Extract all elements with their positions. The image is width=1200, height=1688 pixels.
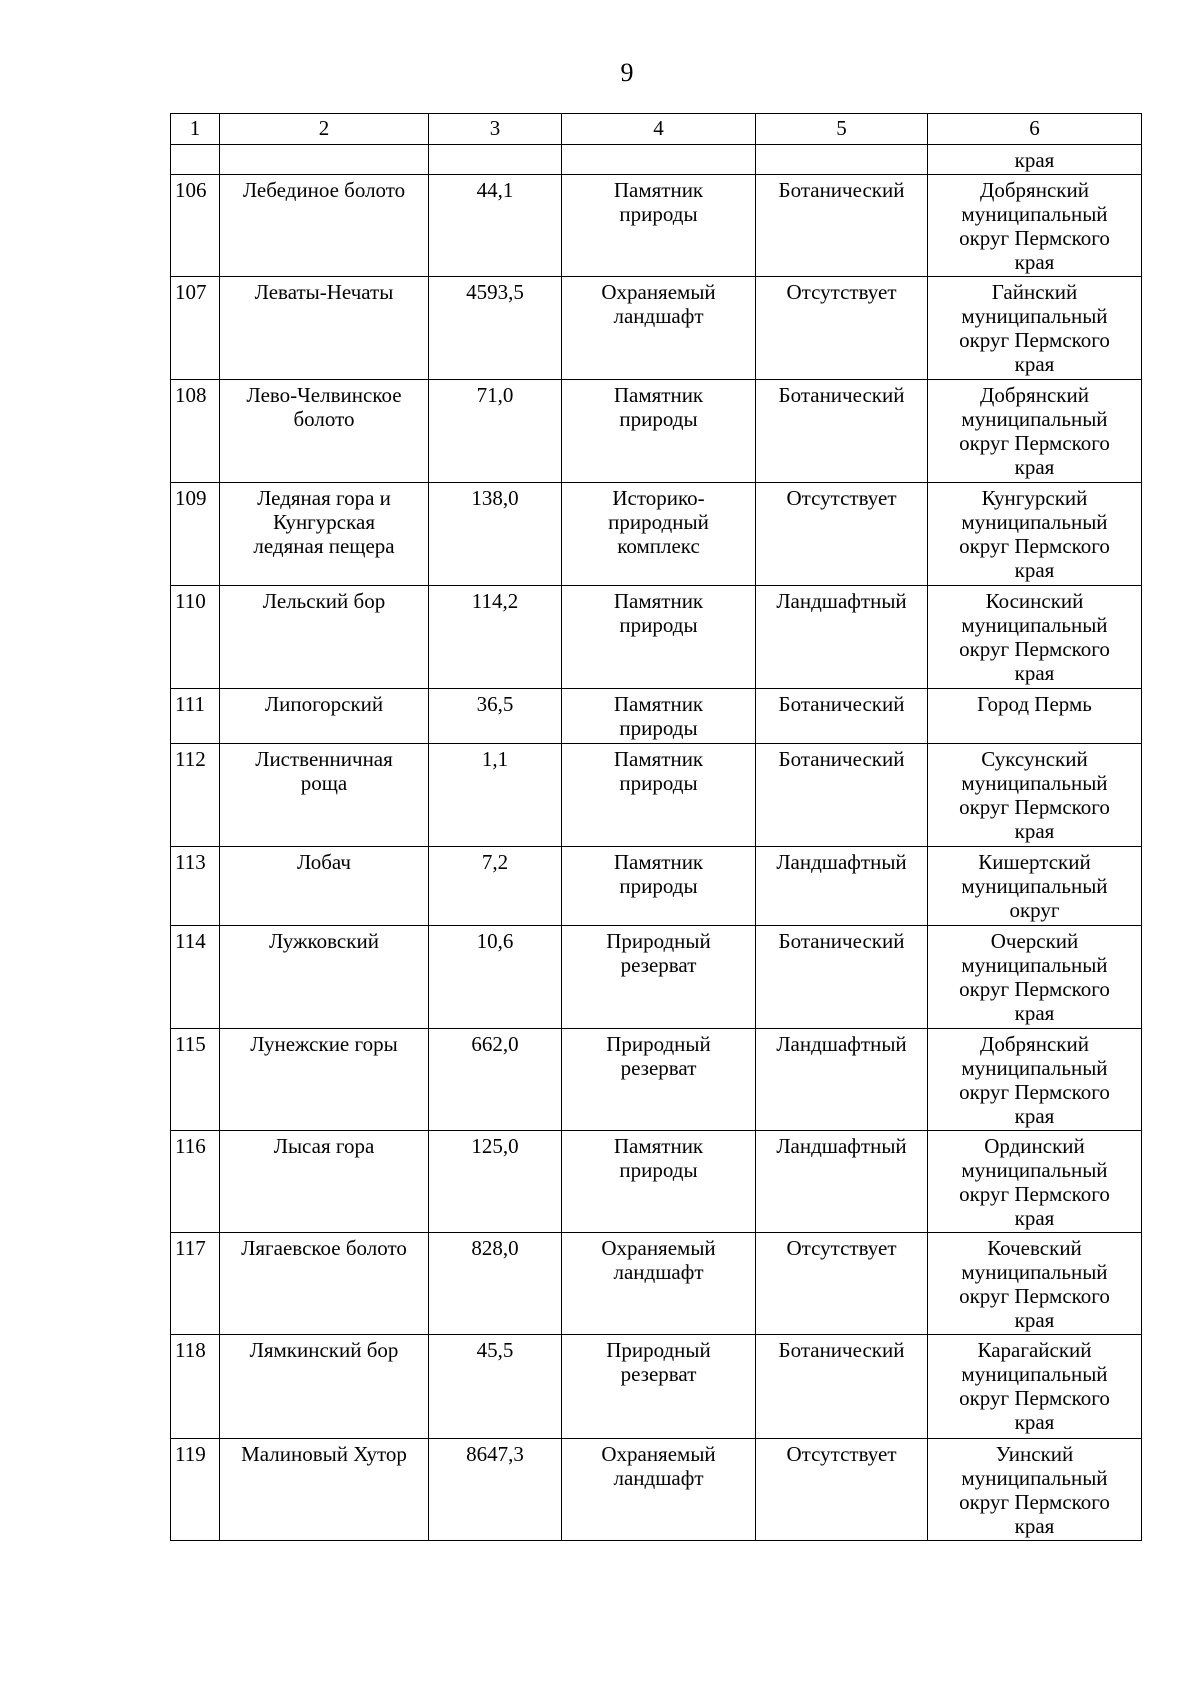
cell-name: Лужковский — [220, 926, 429, 1029]
cell-profile: Ботанический — [756, 175, 928, 277]
cell-category: Охраняемый ландшафт — [562, 1439, 756, 1541]
cell-profile: Ботанический — [756, 926, 928, 1029]
cell-profile: Ботанический — [756, 744, 928, 847]
cell-location: Город Пермь — [928, 689, 1142, 744]
cell-area: 7,2 — [429, 847, 562, 926]
cell-profile: Ландшафтный — [756, 586, 928, 689]
cell-location: Гайнский муниципальный округ Пермского края — [928, 277, 1142, 380]
cell-profile: Отсутствует — [756, 1233, 928, 1335]
cell-area: 125,0 — [429, 1131, 562, 1233]
cell-number: 115 — [171, 1029, 220, 1131]
table-row — [171, 1131, 1142, 1233]
cell-number: 108 — [171, 380, 220, 483]
cell-number: 113 — [171, 847, 220, 926]
cell-name: Лельский бор — [220, 586, 429, 689]
column-header-3: 3 — [429, 114, 562, 145]
cell-area: 36,5 — [429, 689, 562, 744]
cell-area: 114,2 — [429, 586, 562, 689]
page-number: 9 — [620, 58, 634, 87]
protected-areas-table — [170, 113, 1142, 1541]
continuation-cell-num — [171, 145, 220, 175]
cell-profile: Ботанический — [756, 380, 928, 483]
cell-area: 44,1 — [429, 175, 562, 277]
cell-profile: Ландшафтный — [756, 1029, 928, 1131]
cell-category: Памятник природы — [562, 1131, 756, 1233]
cell-category: Природный резерват — [562, 1335, 756, 1439]
cell-location: Кишертский муниципальный округ — [928, 847, 1142, 926]
cell-name: Лево-Челвинское болото — [220, 380, 429, 483]
cell-category: Памятник природы — [562, 847, 756, 926]
continuation-cell-location: края — [928, 145, 1142, 175]
cell-area: 71,0 — [429, 380, 562, 483]
cell-profile: Ботанический — [756, 1335, 928, 1439]
table-row — [171, 483, 1142, 586]
cell-profile: Отсутствует — [756, 277, 928, 380]
cell-category: Памятник природы — [562, 586, 756, 689]
cell-number: 112 — [171, 744, 220, 847]
cell-category: Природный резерват — [562, 926, 756, 1029]
cell-name: Лысая гора — [220, 1131, 429, 1233]
cell-number: 119 — [171, 1439, 220, 1541]
cell-name: Малиновый Хутор — [220, 1439, 429, 1541]
cell-profile: Отсутствует — [756, 1439, 928, 1541]
cell-number: 110 — [171, 586, 220, 689]
cell-number: 106 — [171, 175, 220, 277]
table-row — [171, 1029, 1142, 1131]
cell-location: Добрянский муниципальный округ Пермского края — [928, 380, 1142, 483]
cell-number: 118 — [171, 1335, 220, 1439]
cell-name: Лямкинский бор — [220, 1335, 429, 1439]
cell-area: 662,0 — [429, 1029, 562, 1131]
cell-location: Суксунский муниципальный округ Пермского края — [928, 744, 1142, 847]
cell-number: 116 — [171, 1131, 220, 1233]
table-row — [171, 277, 1142, 380]
column-header-6: 6 — [928, 114, 1142, 145]
cell-profile: Ландшафтный — [756, 1131, 928, 1233]
table-row — [171, 744, 1142, 847]
cell-area: 4593,5 — [429, 277, 562, 380]
column-header-5: 5 — [756, 114, 928, 145]
cell-name: Лиственничная роща — [220, 744, 429, 847]
table-row — [171, 1439, 1142, 1541]
cell-location: Ординский муниципальный округ Пермского края — [928, 1131, 1142, 1233]
header-row — [171, 114, 1142, 145]
cell-profile: Отсутствует — [756, 483, 928, 586]
table-body — [171, 145, 1142, 1541]
cell-area: 8647,3 — [429, 1439, 562, 1541]
cell-area: 828,0 — [429, 1233, 562, 1335]
cell-number: 117 — [171, 1233, 220, 1335]
cell-location: Кочевский муниципальный округ Пермского края — [928, 1233, 1142, 1335]
continuation-cell-profile — [756, 145, 928, 175]
cell-number: 111 — [171, 689, 220, 744]
cell-number: 109 — [171, 483, 220, 586]
column-header-4: 4 — [562, 114, 756, 145]
cell-name: Лебединое болото — [220, 175, 429, 277]
table-header — [171, 114, 1142, 145]
cell-category: Охраняемый ландшафт — [562, 277, 756, 380]
cell-number: 107 — [171, 277, 220, 380]
cell-profile: Ботанический — [756, 689, 928, 744]
cell-name: Леваты-Нечаты — [220, 277, 429, 380]
continuation-row — [171, 145, 1142, 175]
table-row — [171, 380, 1142, 483]
cell-name: Лобач — [220, 847, 429, 926]
cell-area: 1,1 — [429, 744, 562, 847]
cell-category: Памятник природы — [562, 689, 756, 744]
cell-profile: Ландшафтный — [756, 847, 928, 926]
continuation-cell-category — [562, 145, 756, 175]
cell-location: Уинский муниципальный округ Пермского края — [928, 1439, 1142, 1541]
cell-area: 45,5 — [429, 1335, 562, 1439]
cell-name: Лунежские горы — [220, 1029, 429, 1131]
cell-location: Косинский муниципальный округ Пермского края — [928, 586, 1142, 689]
cell-category: Памятник природы — [562, 380, 756, 483]
cell-area: 10,6 — [429, 926, 562, 1029]
cell-category: Историко- природный комплекс — [562, 483, 756, 586]
cell-location: Карагайский муниципальный округ Пермского края — [928, 1335, 1142, 1439]
cell-category: Памятник природы — [562, 175, 756, 277]
cell-category: Памятник природы — [562, 744, 756, 847]
column-header-2: 2 — [220, 114, 429, 145]
table-row — [171, 847, 1142, 926]
cell-name: Ледяная гора и Кунгурская ледяная пещера — [220, 483, 429, 586]
cell-category: Охраняемый ландшафт — [562, 1233, 756, 1335]
cell-category: Природный резерват — [562, 1029, 756, 1131]
cell-location: Кунгурский муниципальный округ Пермского края — [928, 483, 1142, 586]
table-row — [171, 175, 1142, 277]
cell-location: Добрянский муниципальный округ Пермского края — [928, 175, 1142, 277]
cell-number: 114 — [171, 926, 220, 1029]
column-header-1: 1 — [171, 114, 220, 145]
cell-location: Добрянский муниципальный округ Пермского края — [928, 1029, 1142, 1131]
table-row — [171, 586, 1142, 689]
table-row — [171, 1233, 1142, 1335]
table-row — [171, 689, 1142, 744]
cell-name: Липогорский — [220, 689, 429, 744]
cell-area: 138,0 — [429, 483, 562, 586]
cell-name: Лягаевское болото — [220, 1233, 429, 1335]
cell-location: Очерский муниципальный округ Пермского края — [928, 926, 1142, 1029]
table-row — [171, 926, 1142, 1029]
table-row — [171, 1335, 1142, 1439]
continuation-cell-name — [220, 145, 429, 175]
continuation-cell-area — [429, 145, 562, 175]
